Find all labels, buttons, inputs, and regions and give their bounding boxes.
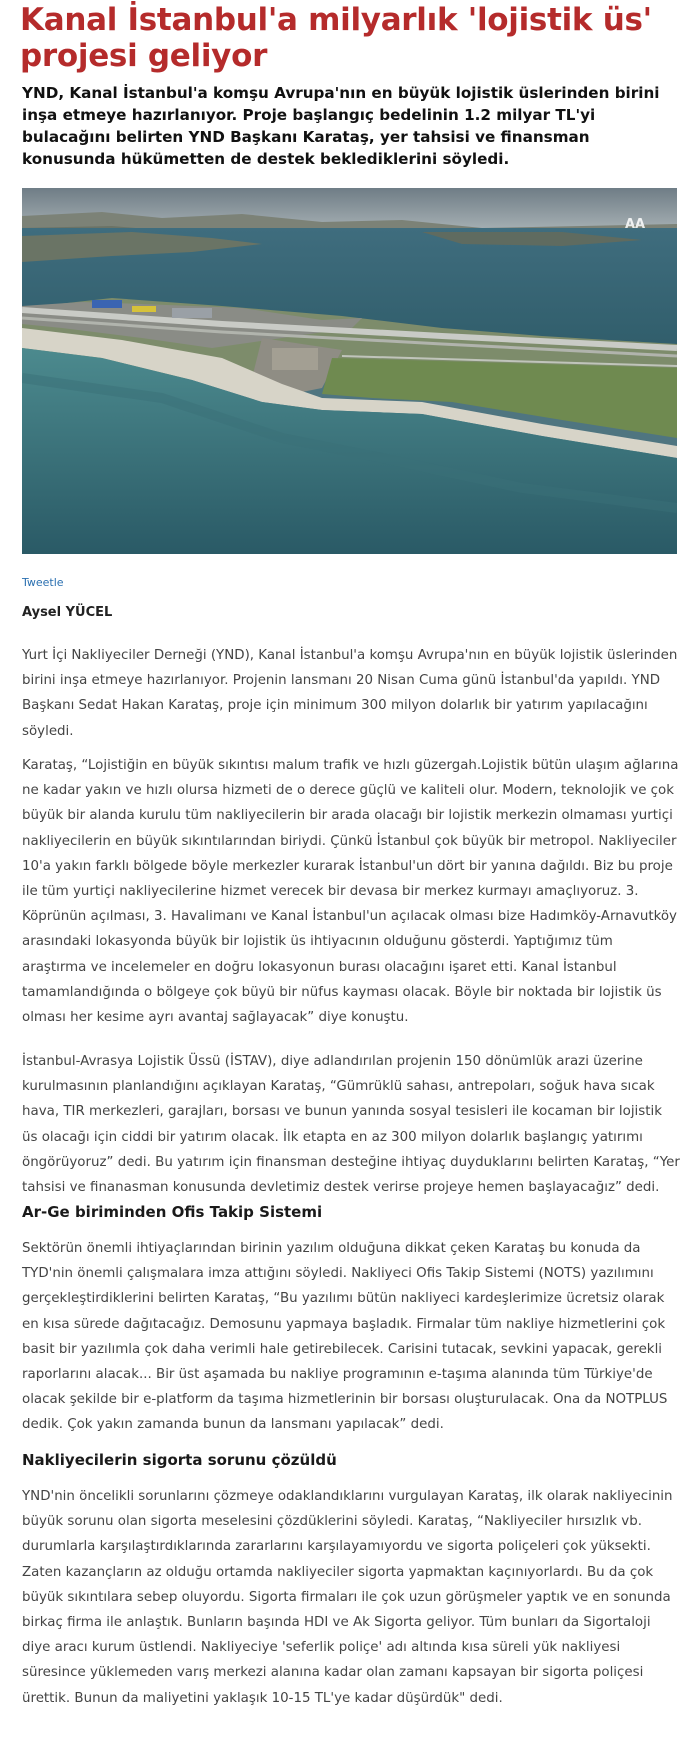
author-name: Aysel YÜCEL [22,605,113,620]
article-lead: YND, Kanal İstanbul'a komşu Avrupa'nın en büyük lojistik üslerinden birini inşa etmeye hazırlanıyor. Proje başlangıç bedelinin 1.2 milyar TL'yi bulacağını belirten YND Başkanı Karataş, yer tahsisi ve finansman konusunda hükümetten de destek beklediklerini söyledi. [22,84,660,168]
paragraph-5: YND'nin öncelikli sorunlarını çözmeye odaklandıklarını vurgulayan Karataş, ilk olarak nakliyecinin büyük sorunu olan sigorta meselesini çözdüklerini söyledi. Karataş, “Nakliyeciler hırsızlık vb. durumlarla karşılaştırdıklarında zararlarını karşılayamıyordu ve sigorta poliçeleri çok yüksekti. Zaten kazançların az olduğu ortamda nakliyeciler sigorta yapmaktan kaçınıyorlardı. Bu da çok büyük sıkıntılara sebep oluyordu. Sigorta firmaları ile çok uzun görüşmeler yaptık ve en sonunda birkaç firma ile anlaştık. Bunların başında HDI ve Ak Sigorta geliyor. Tüm bunları da Sigortaloji diye aracı kurum üstlendi. Nakliyeciye 'seferlik poliçe' adı altında kısa süreli yük nakliyesi süresince yüklemeden varış merkezi alanına kadar olan zamanı kapsayan bir sigorta poliçesi ürettik. Bunun da maliyetini yaklaşık 10-15 TL'ye kadar düşürdük" dedi. [22,1489,673,1706]
tweet-link[interactable]: Tweetle [22,576,64,589]
subhead-arge: Ar-Ge biriminden Ofis Takip Sistemi [22,1203,323,1221]
article-photo [22,188,677,554]
paragraph-3: İstanbul-Avrasya Lojistik Üssü (İSTAV), diye adlandırılan projenin 150 dönümlük arazi üzerine kurulmasının planlandığını açıklayan Karataş, “Gümrüklü sahası, antrepoları, soğuk hava sıcak hava, TIR merkezleri, garajları, borsası ve bunun yanında sosyal tesisleri ile kocaman bir lojistik üs olacağı için ciddi bir yatırım olacak. İlk etapta en az 300 milyon dolarlık başlangıç yatırımı öngörüyoruz” dedi. Bu yatırım için finansman desteğine ihtiyaç duyduklarını belirten Karataş, “Yer tahsisi ve finanasman konusunda devletimiz destek verirse projeye hemen başlayacağız” dedi. [22,1054,680,1196]
paragraph-4: Sektörün önemli ihtiyaçlarından birinin yazılım olduğuna dikkat çeken Karataş bu konuda da TYD'nin önemli çalışmalara imza attığını söyledi. Nakliyeci Ofis Takip Sistemi (NOTS) yazılımını gerçekleştirdiklerini belirten Karataş, “Bu yazılımı bütün nakliyeci kardeşlerimize ücretsiz olarak en kısa sürede dağıtacağız. Demosunu yapmaya başladık. Firmalar tüm nakliye hizmetlerini çok basit bir yazılımla çok daha verimli hale getirebilecek. Carisini tutacak, sevkini yapacak, gerekli raporlarını alacak... Bir üst aşamada bu nakliye programının e-taşıma alanında tüm Türkiye'de olacak şekilde bir e-platform da taşıma hizmetlerinin bir borsası oluşturulacak. Ona da NOTPLUS dedik. Çok yakın zamanda bunun da lansmanı yapılacak” dedi. [22,1241,668,1433]
agency-logo: AA [625,217,646,232]
paragraph-2: Karataş, “Lojistiğin en büyük sıkıntısı malum trafik ve hızlı güzergah.Lojistik bütün ulaşım ağlarına ne kadar yakın ve hızlı olursa hizmeti de o derece güçlü ve kaliteli olur. Modern, teknolojik ve çok büyük bir alanda kurulu tüm nakliyecilerin bir arada olacağı bir lojistik merkezin olmaması yurtiçi nakliyecilerin en büyük sıkıntılarından biriydi. Çünkü İstanbul çok büyük bir metropol. Nakliyeciler 10'a yakın farklı bölgede böyle merkezler kurarak İstanbul'un dört bir yanına dağıldı. Biz bu proje ile tüm yurtiçi nakliyecilerine hizmet verecek bir devasa bir merkez kurmayı amaçlıyoruz. 3. Köprünün açılması, 3. Havalimanı ve Kanal İstanbul'un açılacak olması bize Hadımköy-Arnavutköy arasındaki lokasyonda büyük bir lojistik üs ihtiyacının olduğunu gösterdi. Yaptığımız tüm araştırma ve incelemeler en doğru lokasyonun burası olacağını işaret etti. Kanal İstanbul tamamlandığında o bölgeye çok büyü bir nüfus kayması olacak. Böyle bir noktada bir lojistik üs olması her kesime ayrı avantaj sağlayacak” diye konuştu. [22,758,679,1026]
article-title: Kanal İstanbul'a milyarlık 'lojistik üs' projesi geliyor [20,2,652,74]
aerial-coast-image [22,188,677,554]
paragraph-1: Yurt İçi Nakliyeciler Derneği (YND), Kanal İstanbul'a komşu Avrupa'nın en büyük lojistik üslerinden birini inşa etmeye hazırlanıyor. Projenin lansmanı 20 Nisan Cuma günü İstanbul'da yapıldı. YND Başkanı Sedat Hakan Karataş, proje için minimum 300 milyon dolarlık bir yatırım yapılacağını söyledi. [22,648,678,739]
subhead-insurance: Nakliyecilerin sigorta sorunu çözüldü [22,1451,337,1469]
